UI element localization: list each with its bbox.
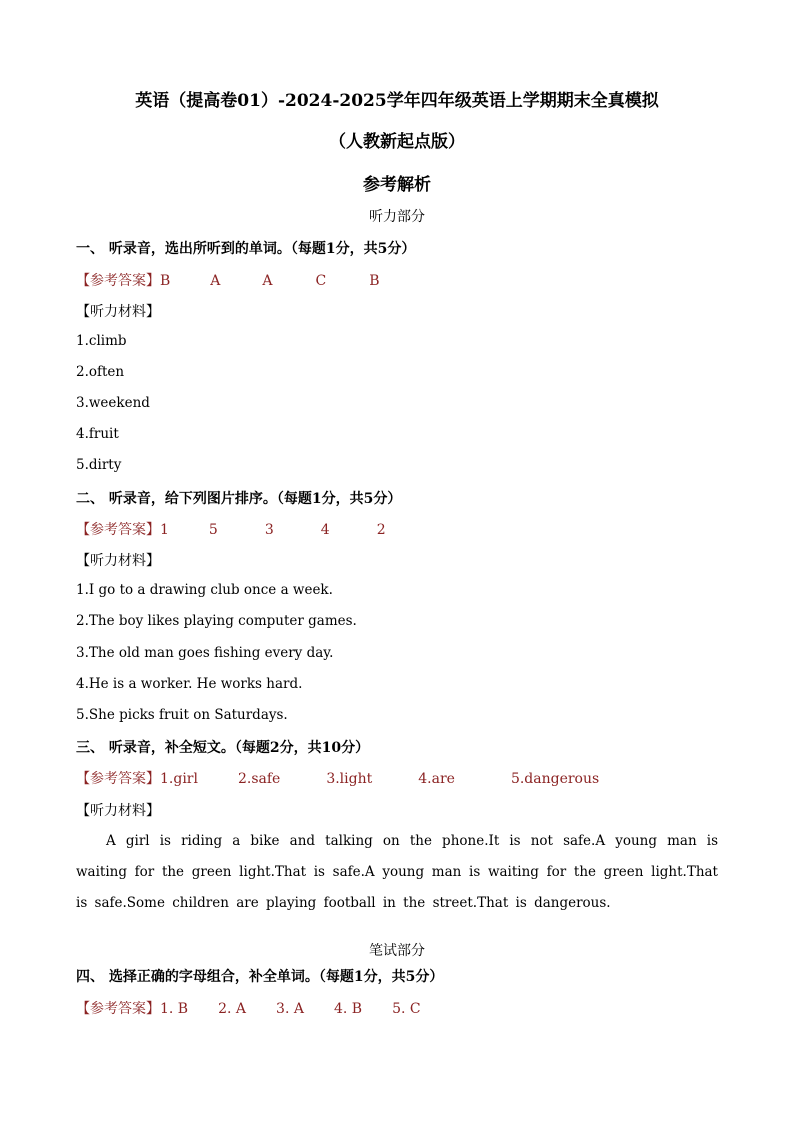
section-2-answers	[76, 519, 386, 539]
material-item: 2.often	[76, 364, 125, 380]
material-item: 3.weekend	[76, 395, 150, 411]
answer-item: A	[210, 273, 221, 289]
material-item: 3.The old man goes fishing every day.	[76, 645, 334, 661]
answer-item: 2.safe	[237, 771, 281, 787]
answer-item: 1. B	[160, 1001, 189, 1017]
answer-item: 2. A	[218, 1001, 247, 1017]
answer-item: 5	[208, 522, 218, 538]
answer-tag: 【参考答案】	[76, 273, 160, 289]
section-3-answers	[76, 768, 599, 788]
section-4-answers	[76, 998, 421, 1018]
written-part-heading: 笔试部分	[369, 943, 425, 959]
answer-tag: 【参考答案】	[76, 771, 160, 787]
answer-item: 2	[376, 522, 386, 538]
material-item: 4.He is a worker. He works hard.	[76, 676, 303, 692]
answer-item: A	[262, 273, 273, 289]
listening-passage: A girl is riding a bike and talking on the phone.It is not safe.A young man is waiting for the green light.That is safe.A young man is waiting for the green light.That is safe.Some children are playing football in the street.That is dangerous.	[76, 833, 718, 911]
answer-item: 1	[160, 522, 169, 538]
section-3-heading: 三、 听录音，补全短文。（每题2分，共10分）	[76, 740, 370, 756]
answer-item: 5. C	[392, 1001, 421, 1017]
answer-item: 4. B	[333, 1001, 363, 1017]
material-tag: 【听力材料】	[76, 304, 160, 320]
answer-key-heading: 参考解析	[363, 175, 431, 195]
answer-item: 1.girl	[160, 771, 198, 787]
answer-item: 4.are	[418, 771, 455, 787]
section-2-heading: 二、 听录音，给下列图片排序。（每题1分，共5分）	[76, 491, 402, 507]
answer-tag: 【参考答案】	[76, 1001, 160, 1017]
answer-item: 3. A	[276, 1001, 304, 1017]
material-item: 5.She picks fruit on Saturdays.	[76, 707, 288, 723]
material-tag: 【听力材料】	[76, 553, 160, 569]
material-item: 4.fruit	[76, 426, 119, 442]
answer-item: C	[315, 273, 327, 289]
answer-item: 4	[320, 522, 330, 538]
page-subtitle: （人教新起点版）	[329, 132, 465, 152]
section-1-heading: 一、 听录音，选出所听到的单词。（每题1分，共5分）	[76, 241, 416, 257]
answer-tag: 【参考答案】	[76, 522, 160, 538]
material-item: 2.The boy likes playing computer games.	[76, 613, 357, 629]
answer-item: B	[160, 273, 171, 289]
section-1-answers	[76, 270, 380, 290]
listening-part-heading: 听力部分	[369, 209, 425, 225]
answer-item: 3	[264, 522, 274, 538]
section-4-heading: 四、 选择正确的字母组合，补全单词。（每题1分，共5分）	[76, 969, 444, 985]
answer-item: 3.light	[326, 771, 373, 787]
answer-item: 5.dangerous	[510, 771, 600, 787]
material-item: 1.I go to a drawing club once a week.	[76, 582, 333, 598]
material-tag: 【听力材料】	[76, 803, 160, 819]
answer-item: B	[369, 273, 380, 289]
material-item: 5.dirty	[76, 457, 122, 473]
material-item: 1.climb	[76, 333, 127, 349]
page-title: 英语（提高卷01）-2024-2025学年四年级英语上学期期末全真模拟	[135, 91, 659, 111]
